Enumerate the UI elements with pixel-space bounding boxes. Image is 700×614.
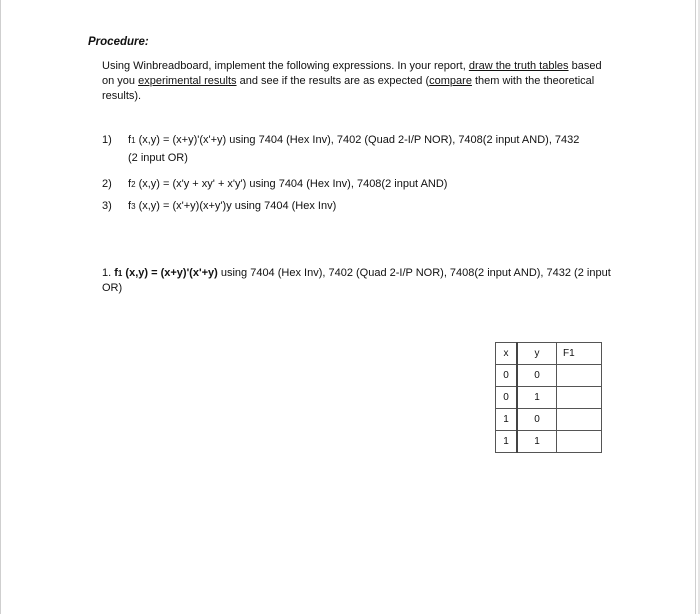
part-1-heading xyxy=(102,266,622,296)
page-edge-right xyxy=(695,0,696,614)
cell-x: 0 xyxy=(496,387,518,409)
cell-y: 0 xyxy=(517,365,557,387)
cell-x: 0 xyxy=(496,365,518,387)
header-f1: F1 xyxy=(557,343,602,365)
part-1-number: 1. xyxy=(102,267,112,279)
cell-f1 xyxy=(557,365,602,387)
function-name: f xyxy=(128,178,132,190)
function-name: f xyxy=(128,200,132,212)
cell-f1 xyxy=(557,387,602,409)
intro-paragraph xyxy=(102,59,612,104)
function-subscript: 2 xyxy=(131,180,136,189)
part-1-description: using 7404 (Hex Inv), 7402 (Quad 2-I/P NOR), 7408(2 input AND), 7432 (2 input OR) xyxy=(102,267,611,294)
table-row xyxy=(496,365,602,387)
list-item-text xyxy=(128,134,628,146)
page-edge-left xyxy=(0,0,1,614)
cell-f1 xyxy=(557,431,602,453)
header-y: y xyxy=(517,343,557,365)
cell-y: 1 xyxy=(517,431,557,453)
intro-underline-truth-tables: draw the truth tables xyxy=(468,60,569,72)
function-expression: (x,y) = (x'+y)(x+y')y using 7404 (Hex Inv) xyxy=(135,200,337,212)
intro-text-1: Using Winbreadboard, implement the following expressions. In your report, xyxy=(102,60,469,72)
function-expression: (x,y) = (x+y)'(x'+y) using 7404 (Hex Inv), 7402 (Quad 2-I/P NOR), 7408(2 input AND), 7432 xyxy=(135,134,580,146)
truth-table xyxy=(495,342,602,453)
table-row xyxy=(496,387,602,409)
cell-f1 xyxy=(557,409,602,431)
part-1-expression: (x,y) = (x+y)'(x'+y) xyxy=(122,267,218,279)
function-expression: (x,y) = (x'y + xy' + x'y') using 7404 (Hex Inv), 7408(2 input AND) xyxy=(135,178,448,190)
list-item-number: 3) xyxy=(102,200,112,212)
function-subscript: 1 xyxy=(131,136,136,145)
header-x: x xyxy=(496,343,518,365)
cell-y: 0 xyxy=(517,409,557,431)
list-item-continuation: (2 input OR) xyxy=(128,152,188,164)
cell-x: 1 xyxy=(496,409,518,431)
truth-table-header-row xyxy=(496,343,602,365)
function-subscript: 3 xyxy=(131,202,136,211)
list-item-number: 2) xyxy=(102,178,112,190)
procedure-heading: Procedure: xyxy=(88,36,149,48)
intro-text-4: them with the theoretical results). xyxy=(102,75,595,102)
list-item-text xyxy=(128,200,628,212)
intro-text-3: and see if the results are as expected ( xyxy=(236,75,430,87)
table-row xyxy=(496,409,602,431)
intro-text-2: based on you xyxy=(102,60,602,87)
intro-underline-compare: compare xyxy=(429,75,472,87)
cell-y: 1 xyxy=(517,387,557,409)
intro-underline-experimental-results: experimental results xyxy=(138,75,237,87)
cell-x: 1 xyxy=(496,431,518,453)
list-item-number: 1) xyxy=(102,134,112,146)
list-item-text xyxy=(128,178,628,190)
table-row xyxy=(496,431,602,453)
function-name: f xyxy=(128,134,132,146)
part-1-function-subscript: 1 xyxy=(117,269,123,278)
part-1-function-name: f xyxy=(114,267,118,279)
